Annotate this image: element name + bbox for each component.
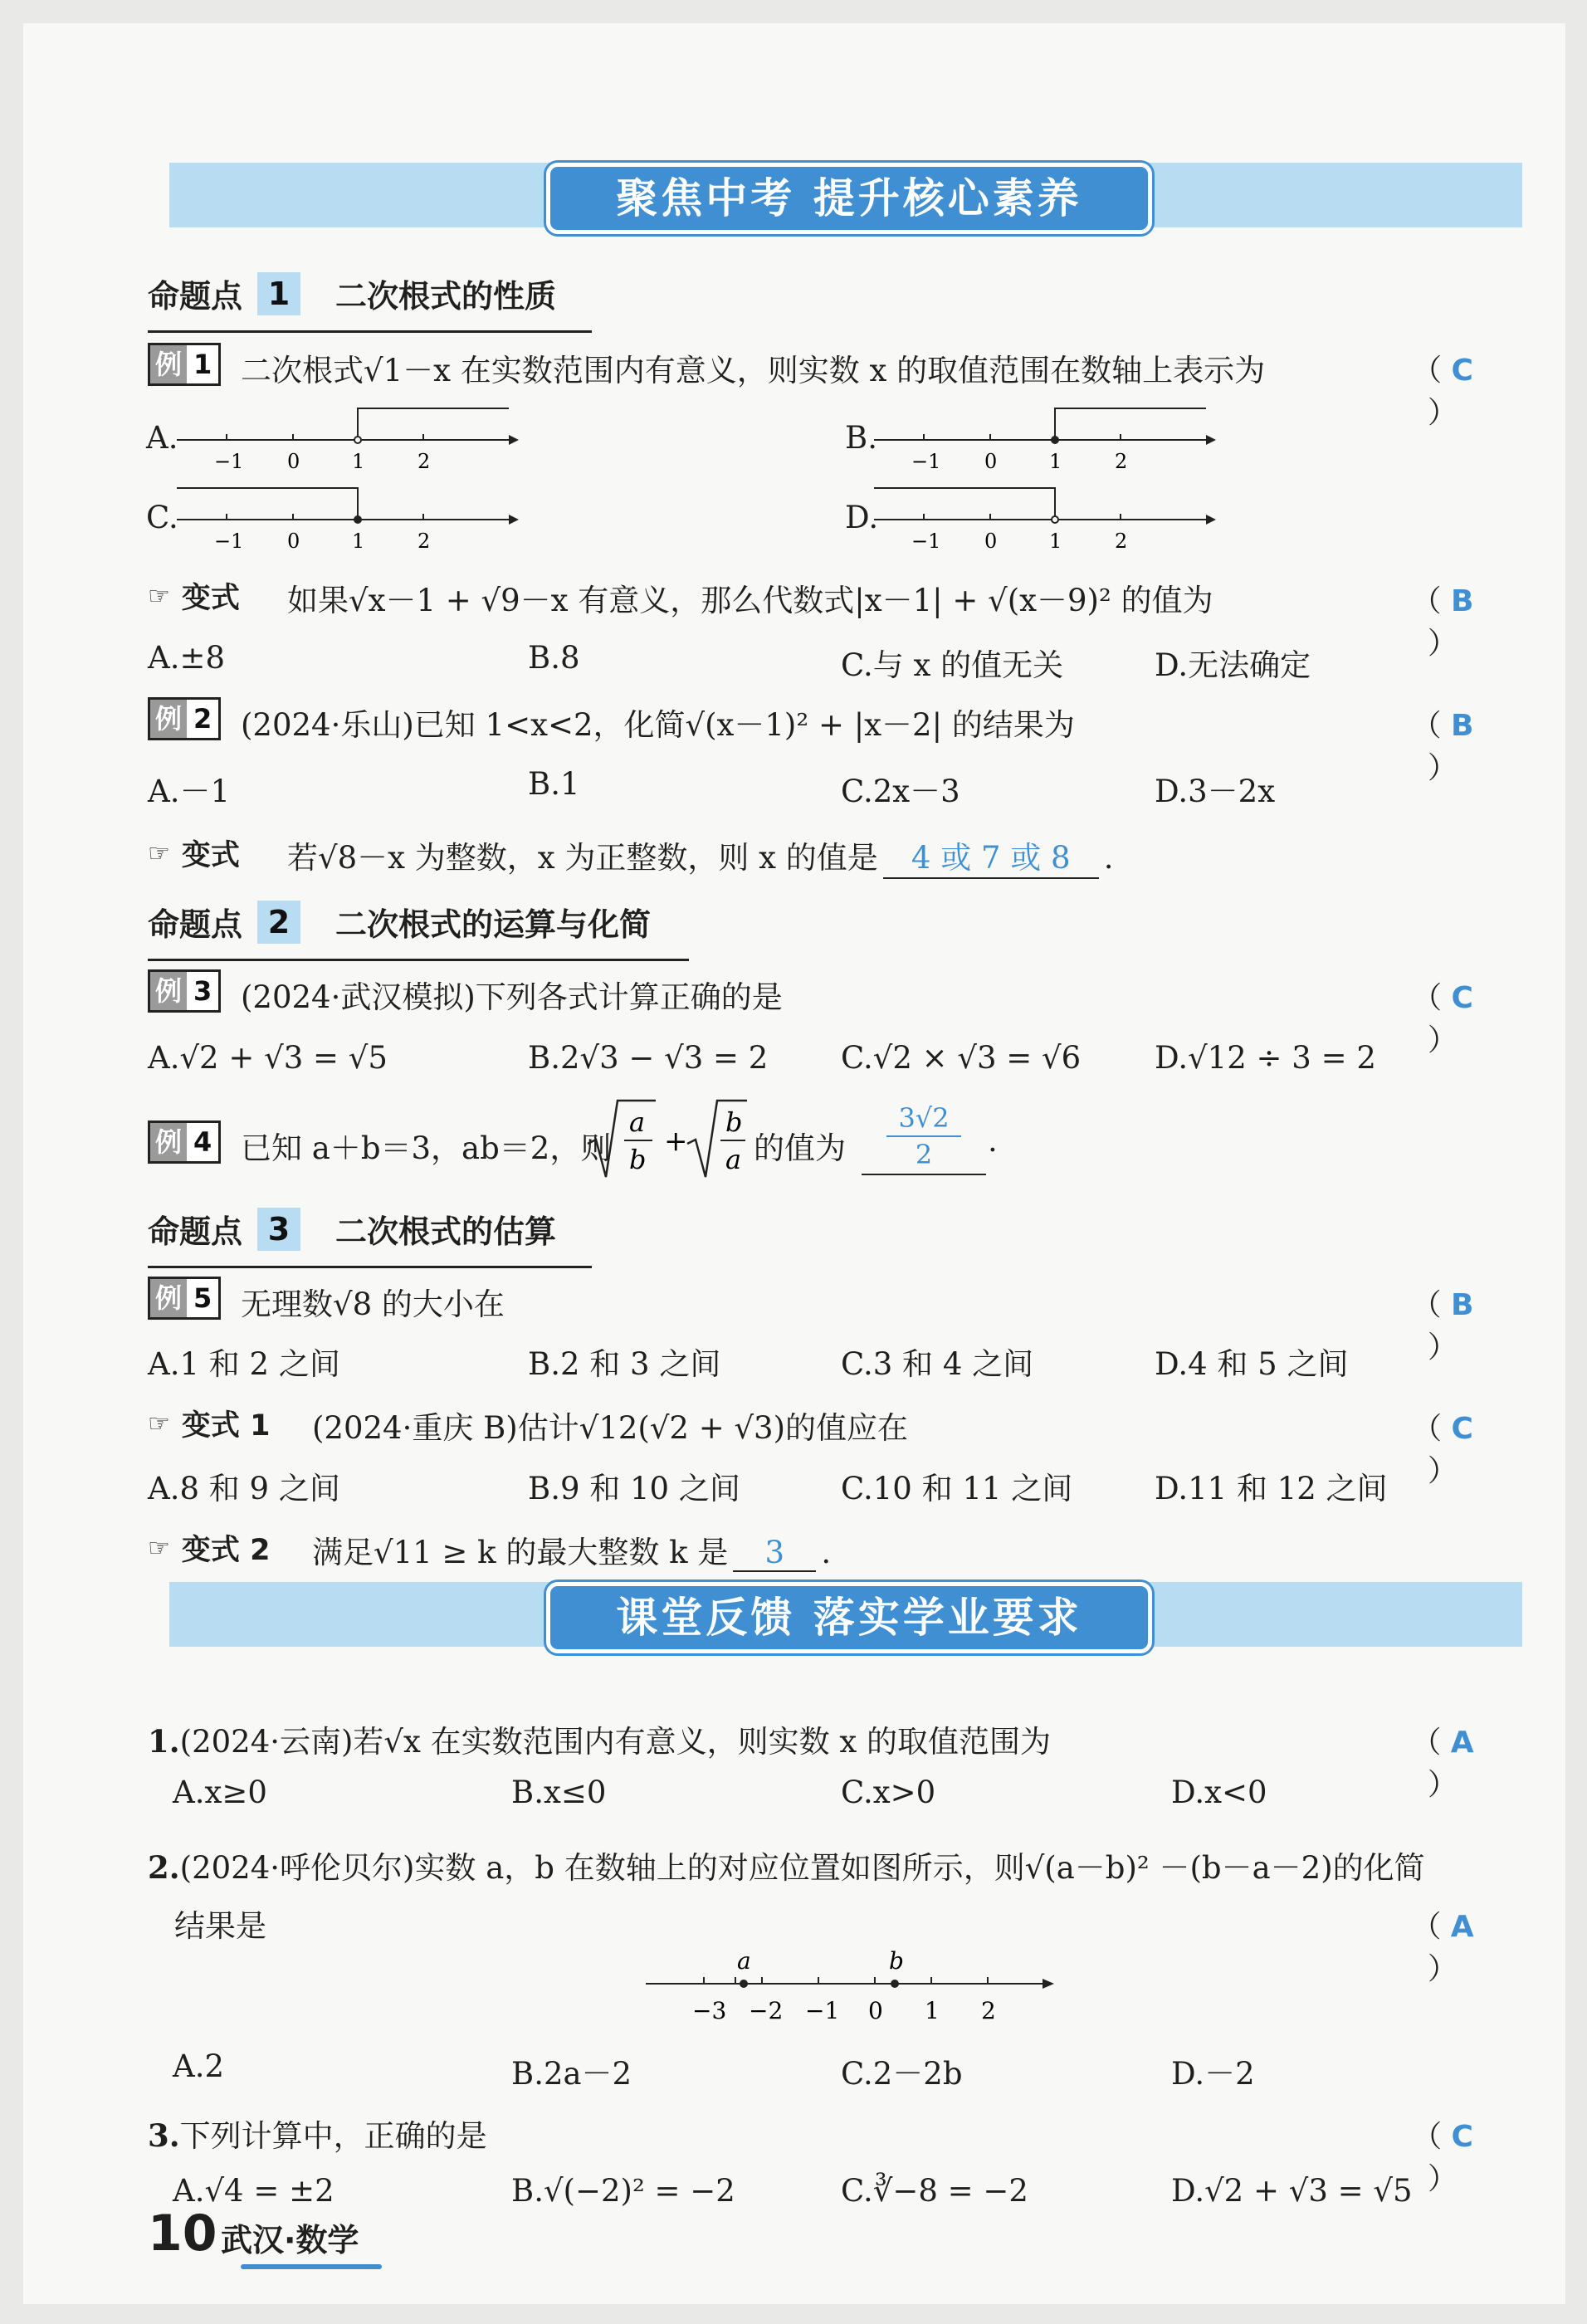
answer-bracket: （ C ） <box>1412 354 1473 430</box>
tick-label: 0 <box>287 450 300 473</box>
option: D.x<0 <box>1171 1775 1267 1810</box>
topic-underline <box>148 959 689 961</box>
example-4-question-start: 已知 a＋b＝3，ab＝2，则 <box>241 1130 612 1166</box>
number-line-a <box>177 407 525 481</box>
pointing-hand-icon: ☞ <box>148 581 170 611</box>
example-2-question: (2024·乐山)已知 1<x<2，化简√(x－1)² + |x－2| 的结果为 <box>241 707 1075 743</box>
number-line-d <box>874 486 1223 561</box>
tick-label: −3 <box>692 1997 727 2024</box>
option-a-label: A. <box>146 420 178 456</box>
example-tag: 例 1 <box>148 343 221 386</box>
topic-label: 命题点 <box>148 278 243 315</box>
option: D.11 和 12 之间 <box>1155 1471 1388 1506</box>
answer-bracket: （ B ） <box>1411 1288 1474 1365</box>
tick-label: −1 <box>911 450 941 473</box>
variant-heading: ☞ 变式 <box>148 581 240 615</box>
tick-label: 1 <box>925 1997 940 2024</box>
topic-heading: 命题点 2 二次根式的运算与化简 <box>148 899 651 945</box>
section-title: 课堂反馈 落实学业要求 <box>546 1582 1152 1653</box>
feedback-question: 1.(2024·云南)若√x 在实数范围内有意义，则实数 x 的取值范围为 <box>148 1723 1052 1760</box>
option: C.2－2b <box>841 2056 963 2092</box>
svg-text:a: a <box>725 1144 742 1175</box>
topic-number: 1 <box>257 272 300 315</box>
pointing-hand-icon: ☞ <box>148 838 170 868</box>
option-b-label: B. <box>845 420 877 456</box>
answer-bracket: （ C ） <box>1412 981 1473 1057</box>
option: A.√2 + √3 = √5 <box>148 1040 388 1076</box>
tick-label: 0 <box>868 1997 883 2024</box>
answer-fraction <box>862 1102 986 1175</box>
pointing-hand-icon: ☞ <box>148 1533 170 1563</box>
fraction-denominator: 2 <box>915 1139 933 1170</box>
tick-label: 2 <box>1115 450 1128 473</box>
option: B.2 和 3 之间 <box>528 1346 721 1382</box>
tick-label: 0 <box>984 450 998 473</box>
page-number: 10 <box>148 2204 217 2263</box>
example-5-question: 无理数√8 的大小在 <box>241 1286 505 1322</box>
tick-label: 2 <box>981 1997 996 2024</box>
footer-accent-line <box>241 2264 382 2269</box>
option: A.8 和 9 之间 <box>148 1471 340 1506</box>
svg-text:b: b <box>725 1106 743 1138</box>
tick-label: 1 <box>352 450 365 473</box>
number-line-ab <box>646 1941 1061 2032</box>
option: D.4 和 5 之间 <box>1155 1346 1349 1382</box>
option: A.x≥0 <box>173 1775 267 1810</box>
option: B.1 <box>528 766 580 802</box>
number-line-b <box>874 407 1223 481</box>
variant-question: 满足√11 ≥ k 的最大整数 k 是 3 . <box>312 1535 832 1570</box>
variant-question: (2024·重庆 B)估计√12(√2 + √3)的值应在 <box>312 1410 909 1446</box>
option: C.√2 × √3 = √6 <box>841 1040 1082 1076</box>
tick-label: −1 <box>911 530 941 553</box>
example-tag: 例 2 <box>148 697 221 740</box>
option: D.√2 + √3 = √5 <box>1171 2173 1413 2209</box>
topic-title: 二次根式的性质 <box>335 278 557 315</box>
tick-label: 2 <box>418 530 431 553</box>
option: C.∛−8 = −2 <box>841 2173 1028 2209</box>
tick-label: 1 <box>352 530 365 553</box>
answer-blank: 4 或 7 或 8 <box>883 832 1099 879</box>
svg-text:+: + <box>664 1125 688 1158</box>
example-4-question-end: 的值为 <box>754 1130 846 1166</box>
answer-blank: 3 <box>733 1535 816 1572</box>
example-1-question: 二次根式√1－x 在实数范围内有意义，则实数 x 的取值范围在数轴上表示为 <box>241 353 1266 388</box>
book-subtitle: 武汉·数学 <box>221 2222 359 2258</box>
tick-label: −1 <box>214 450 244 473</box>
example-tag: 例 5 <box>148 1277 221 1320</box>
option: B.8 <box>528 640 580 676</box>
option: B.√(−2)² = −2 <box>511 2173 735 2209</box>
variant-heading: ☞ 变式 1 <box>148 1409 271 1443</box>
example-3-question: (2024·武汉模拟)下列各式计算正确的是 <box>241 979 783 1015</box>
topic-underline <box>148 1266 592 1268</box>
example-tag: 例 4 <box>148 1120 221 1164</box>
tick-label: 2 <box>418 450 431 473</box>
period: . <box>988 1123 998 1159</box>
option: B.x≤0 <box>511 1775 607 1810</box>
section-title: 聚焦中考 提升核心素养 <box>546 163 1152 234</box>
option: D.－2 <box>1171 2056 1255 2092</box>
answer-bracket: （ A ） <box>1411 1910 1474 1986</box>
tick-label: 0 <box>984 530 998 553</box>
option: A.1 和 2 之间 <box>148 1346 340 1382</box>
example-tag: 例 3 <box>148 969 221 1013</box>
svg-text:a: a <box>629 1106 646 1138</box>
point-b-label: b <box>889 1947 904 1975</box>
answer-bracket: （ C ） <box>1412 2120 1473 2196</box>
answer-bracket: （ C ） <box>1412 1412 1473 1488</box>
tick-label: 0 <box>287 530 300 553</box>
topic-heading: 命题点 3 二次根式的估算 <box>148 1206 556 1252</box>
option: A.－1 <box>148 774 231 809</box>
tick-label: 1 <box>1049 450 1062 473</box>
variant-question: 若√8－x 为整数，x 为正整数，则 x 的值是 4 或 7 或 8 . <box>287 832 1114 879</box>
tick-label: 2 <box>1115 530 1128 553</box>
answer-bracket: （ B ） <box>1411 709 1474 785</box>
radical-expression <box>581 1094 747 1185</box>
option: A.2 <box>173 2048 225 2084</box>
answer-bracket: （ A ） <box>1411 1726 1474 1802</box>
option: B.2a－2 <box>511 2056 632 2092</box>
option: D.√12 ÷ 3 = 2 <box>1155 1040 1376 1076</box>
option-c-label: C. <box>146 500 178 535</box>
tick-label: 1 <box>1049 530 1062 553</box>
fraction-numerator: 3√2 <box>898 1102 950 1134</box>
point-a-label: a <box>737 1947 751 1975</box>
svg-text:b: b <box>629 1144 647 1175</box>
feedback-question: 2.(2024·呼伦贝尔)实数 a，b 在数轴上的对应位置如图所示，则√(a－b)² －(b－a－2)的化简 <box>148 1849 1425 1886</box>
option: C.x>0 <box>841 1775 936 1810</box>
pointing-hand-icon: ☞ <box>148 1409 170 1438</box>
variant-question: 如果√x－1 + √9－x 有意义，那么代数式|x－1| + √(x－9)² 的值为 <box>287 583 1213 618</box>
option: C.2x－3 <box>841 774 960 809</box>
option: A.±8 <box>148 640 226 676</box>
answer-bracket: （ B ） <box>1411 584 1474 661</box>
tick-label: −1 <box>214 530 244 553</box>
option: D.无法确定 <box>1155 647 1311 683</box>
workbook-page <box>23 23 1565 2304</box>
tick-label: −1 <box>805 1997 840 2024</box>
option: C.3 和 4 之间 <box>841 1346 1034 1382</box>
option: B.2√3 − √3 = 2 <box>528 1040 769 1076</box>
topic-heading <box>148 271 556 316</box>
option: B.9 和 10 之间 <box>528 1471 740 1506</box>
option: C.10 和 11 之间 <box>841 1471 1073 1506</box>
number-line-c <box>177 486 525 561</box>
tick-label: −2 <box>749 1997 784 2024</box>
variant-heading: ☞ 变式 2 <box>148 1533 271 1567</box>
variant-heading: ☞ 变式 <box>148 838 240 872</box>
feedback-question-cont: 结果是 <box>174 1908 266 1944</box>
topic-underline <box>148 330 592 333</box>
option: D.3－2x <box>1155 774 1276 809</box>
feedback-question: 3.下列计算中，正确的是 <box>148 2117 487 2154</box>
option: A.√4 = ±2 <box>173 2173 334 2209</box>
option: C.与 x 的值无关 <box>841 647 1064 683</box>
option-d-label: D. <box>845 500 879 535</box>
